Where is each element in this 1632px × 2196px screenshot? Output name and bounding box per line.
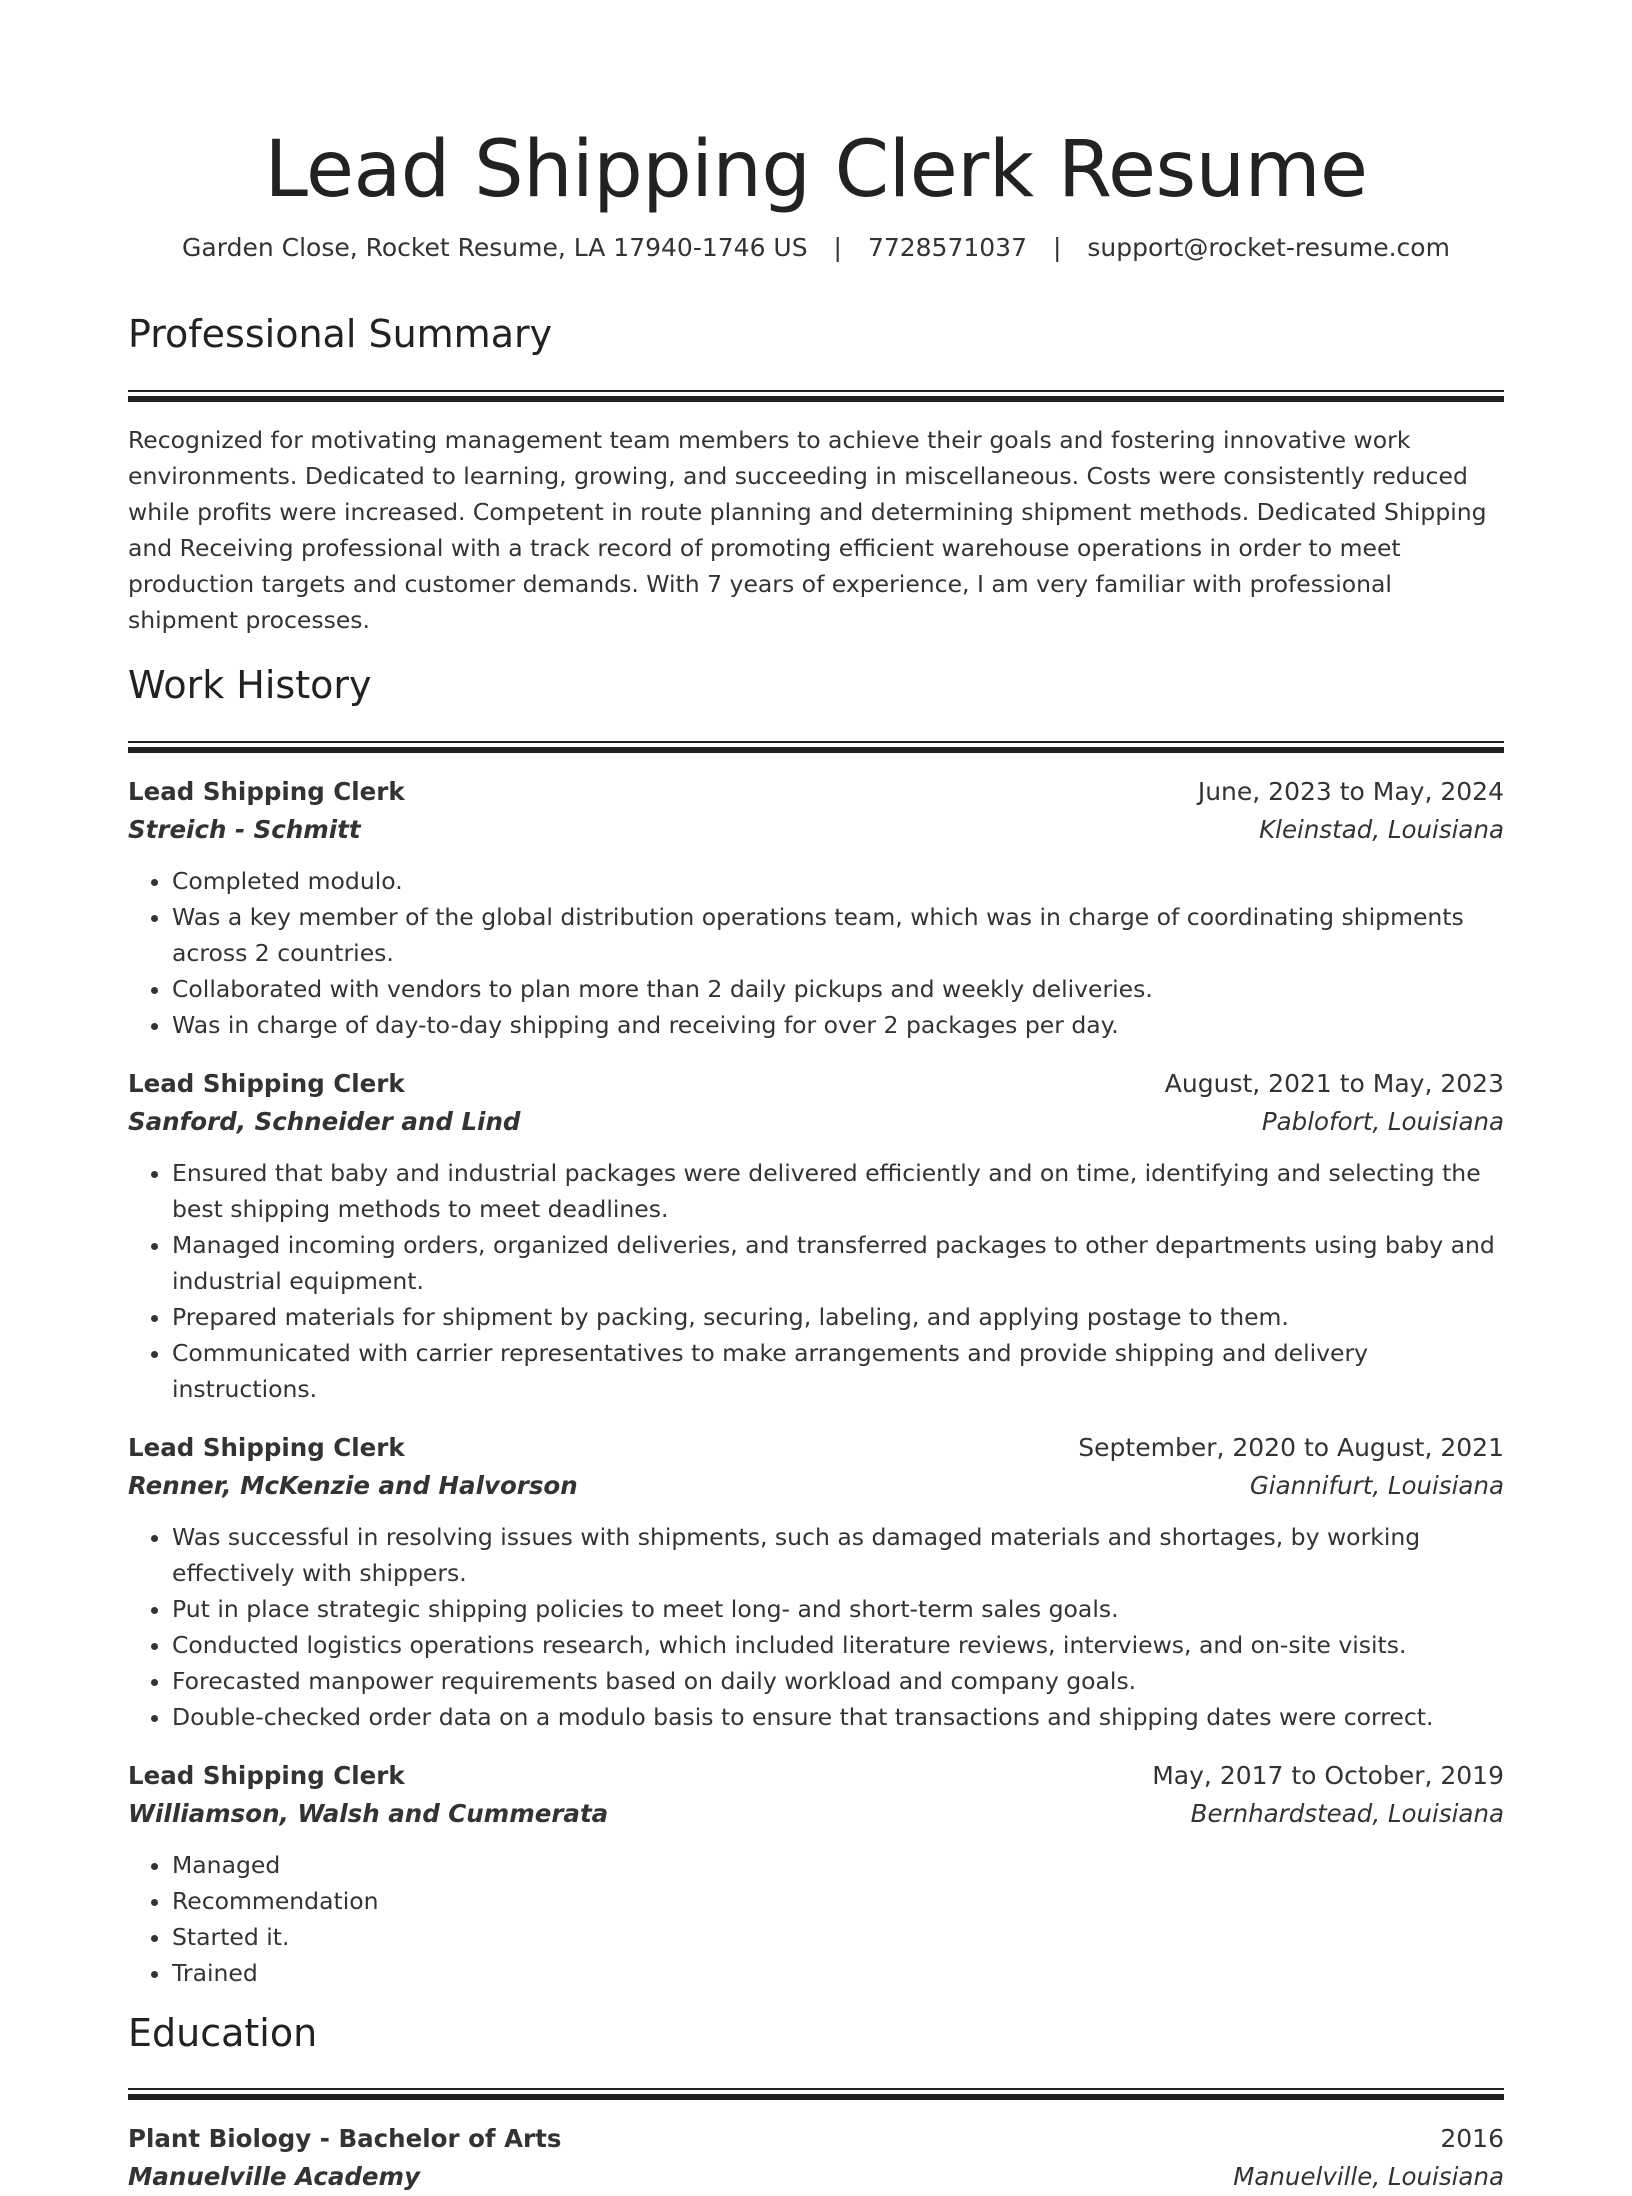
job-title: Lead Shipping Clerk <box>128 1068 405 1098</box>
work-history-list <box>128 773 1504 1991</box>
job-dates: September, 2020 to August, 2021 <box>1078 1432 1504 1462</box>
section-heading-education: Education <box>128 2010 318 2055</box>
job-bullet: • Started it. <box>172 1919 1504 1955</box>
section-divider <box>128 390 1504 402</box>
education-degree: Plant Biology - Bachelor of Arts <box>128 2124 562 2154</box>
job-header-row <box>128 773 1504 811</box>
contact-separator: | <box>833 233 842 262</box>
section-divider <box>128 2088 1504 2100</box>
job-entry <box>128 773 1504 1043</box>
job-title: Lead Shipping Clerk <box>128 1760 405 1790</box>
contact-phone: 7728571037 <box>867 233 1027 262</box>
job-bullet: • Was a key member of the global distribution operations team, which was in charge of coordinating shipments across 2 countries. <box>172 899 1504 971</box>
job-employer: Renner, McKenzie and Halvorson <box>128 1470 578 1500</box>
job-bullet-list <box>128 863 1504 1043</box>
education-subheader-row <box>128 2158 1504 2196</box>
job-bullet: • Completed modulo. <box>172 863 1504 899</box>
job-location: Bernhardstead, Louisiana <box>1190 1798 1504 1828</box>
summary-text: Recognized for motivating management team members to achieve their goals and fostering innovative work environments. Dedicated to learning, growing, and succeeding in miscellaneous. Costs were consistently reduced while profits were increased. Competent in route planning and determining shipment methods. Dedicated Shipping and Receiving professional with a track record of promoting efficient warehouse operations in order to meet production targets and customer demands. With 7 years of experience, I am very familiar with professional shipment processes. <box>128 425 1487 634</box>
job-entry <box>128 1429 1504 1735</box>
job-bullet: • Put in place strategic shipping policies to meet long- and short-term sales goals. <box>172 1591 1504 1627</box>
resume-content <box>128 0 1504 2196</box>
job-bullet-list <box>128 1847 1504 1991</box>
job-employer: Williamson, Walsh and Cummerata <box>128 1798 609 1828</box>
job-dates: August, 2021 to May, 2023 <box>1164 1068 1504 1098</box>
job-bullet: • Managed <box>172 1847 1504 1883</box>
section-heading-work-history: Work History <box>128 663 372 708</box>
job-bullet: • Communicated with carrier representatives to make arrangements and provide shipping and delivery instructions. <box>172 1335 1504 1407</box>
contact-address: Garden Close, Rocket Resume, LA 17940-1746 US <box>182 233 808 262</box>
job-title: Lead Shipping Clerk <box>128 776 405 806</box>
education-entry <box>128 2120 1504 2196</box>
contact-separator: | <box>1052 233 1062 262</box>
job-bullet: • Recommendation <box>172 1883 1504 1919</box>
job-bullet: • Ensured that baby and industrial packages were delivered efficiently and on time, identifying and selecting the best shipping methods to meet deadlines. <box>172 1155 1504 1227</box>
section-divider <box>128 741 1504 753</box>
education-year: 2016 <box>1440 2124 1504 2154</box>
job-bullet: • Was successful in resolving issues with shipments, such as damaged materials and shortages, by working effectively with shippers. <box>172 1519 1504 1591</box>
job-entry <box>128 1065 1504 1407</box>
job-dates: May, 2017 to October, 2019 <box>1152 1760 1504 1790</box>
job-bullet: • Collaborated with vendors to plan more than 2 daily pickups and weekly deliveries. <box>172 971 1504 1007</box>
job-bullet-list <box>128 1155 1504 1407</box>
job-bullet: • Trained <box>172 1955 1504 1991</box>
resume-title: Lead Shipping Clerk Resume <box>264 125 1368 215</box>
job-subheader-row <box>128 811 1504 849</box>
job-entry <box>128 1757 1504 1991</box>
job-title: Lead Shipping Clerk <box>128 1432 405 1462</box>
education-location: Manuelville, Louisiana <box>1233 2162 1504 2192</box>
job-bullet: • Prepared materials for shipment by packing, securing, labeling, and applying postage to them. <box>172 1299 1504 1335</box>
job-subheader-row <box>128 1795 1504 1833</box>
job-header-row <box>128 1757 1504 1795</box>
section-heading-summary: Professional Summary <box>128 312 553 356</box>
job-subheader-row <box>128 1103 1504 1141</box>
job-employer: Streich - Schmitt <box>128 814 361 844</box>
job-location: Kleinstad, Louisiana <box>1259 814 1504 844</box>
job-employer: Sanford, Schneider and Lind <box>128 1106 521 1136</box>
job-header-row <box>128 1429 1504 1467</box>
job-bullet: • Was in charge of day-to-day shipping and receiving for over 2 packages per day. <box>172 1007 1504 1043</box>
job-bullet: • Managed incoming orders, organized deliveries, and transferred packages to other departments using baby and industrial equipment. <box>172 1227 1504 1299</box>
job-dates: June, 2023 to May, 2024 <box>1197 776 1504 806</box>
contact-email: support@rocket-resume.com <box>1087 233 1450 262</box>
job-location: Giannifurt, Louisiana <box>1249 1470 1504 1500</box>
education-header-row <box>128 2120 1504 2158</box>
job-bullet: • Forecasted manpower requirements based on daily workload and company goals. <box>172 1663 1504 1699</box>
job-subheader-row <box>128 1467 1504 1505</box>
job-location: Pablofort, Louisiana <box>1261 1106 1504 1136</box>
education-school: Manuelville Academy <box>128 2162 421 2192</box>
job-bullet: • Double-checked order data on a modulo basis to ensure that transactions and shipping dates were correct. <box>172 1699 1504 1735</box>
job-bullet: • Conducted logistics operations research, which included literature reviews, interviews, and on-site visits. <box>172 1627 1504 1663</box>
job-bullet-list <box>128 1519 1504 1735</box>
contact-line <box>128 232 1504 264</box>
job-header-row <box>128 1065 1504 1103</box>
